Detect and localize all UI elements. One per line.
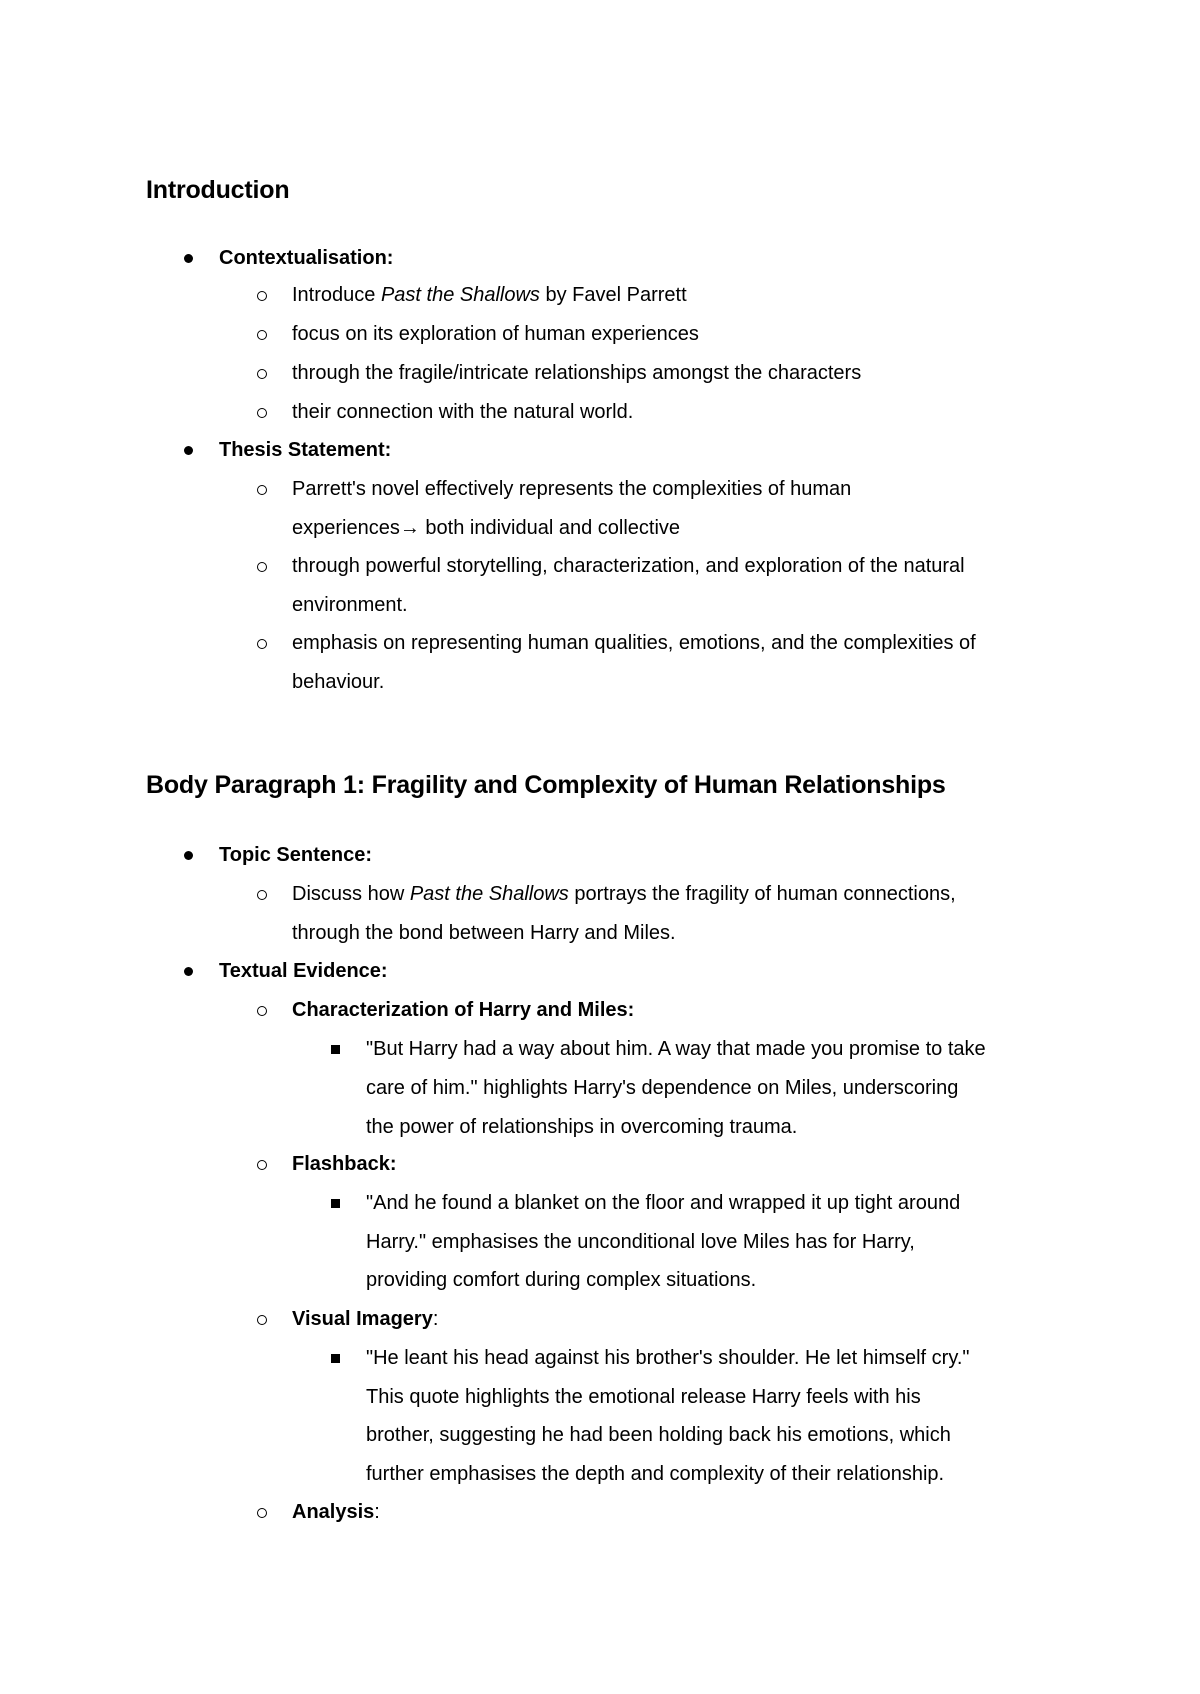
bullet-filled-icon <box>184 254 193 263</box>
bullet-square-icon <box>331 1354 340 1363</box>
bullet-filled-icon <box>184 446 193 455</box>
analysis-label: Analysis: <box>292 1501 380 1523</box>
evidence-line: This quote highlights the emotional release Harry feels with his <box>366 1386 921 1408</box>
bullet-hollow-icon <box>257 639 267 649</box>
bullet-hollow-icon <box>257 1006 267 1016</box>
topic-sentence-line: Discuss how Past the Shallows portrays the fragility of human connections, <box>292 883 956 905</box>
bullet-square-icon <box>331 1199 340 1208</box>
thesis-item-line: experiences→ both individual and collective <box>292 517 681 539</box>
evidence-line: Harry." emphasises the unconditional love Miles has for Harry, <box>366 1231 915 1253</box>
thesis-label: Thesis Statement: <box>219 439 392 461</box>
thesis-item-line: Parrett's novel effectively represents the complexities of human <box>292 478 852 500</box>
bullet-hollow-icon <box>257 408 267 418</box>
bullet-hollow-icon <box>257 485 267 495</box>
textual-evidence-label: Textual Evidence: <box>219 960 388 982</box>
characterization-label: Characterization of Harry and Miles: <box>292 999 635 1021</box>
contextualisation-label: Contextualisation: <box>219 247 394 269</box>
body-paragraph-1-heading: Body Paragraph 1: Fragility and Complexity of Human Relationships <box>146 771 946 799</box>
book-title: Past the Shallows <box>409 883 569 905</box>
bullet-filled-icon <box>184 851 193 860</box>
topic-sentence-line: through the bond between Harry and Miles. <box>292 922 676 944</box>
bullet-hollow-icon <box>257 1160 267 1170</box>
evidence-line: care of him." highlights Harry's dependence on Miles, underscoring <box>366 1077 959 1099</box>
topic-sentence-label: Topic Sentence: <box>219 844 372 866</box>
bullet-hollow-icon <box>257 330 267 340</box>
thesis-item-line: environment. <box>292 594 408 616</box>
evidence-line: "And he found a blanket on the floor and wrapped it up tight around <box>366 1192 961 1214</box>
bullet-hollow-icon <box>257 291 267 301</box>
evidence-line: the power of relationships in overcoming trauma. <box>366 1116 798 1138</box>
evidence-line: "But Harry had a way about him. A way that made you promise to take <box>366 1038 986 1060</box>
bullet-hollow-icon <box>257 1315 267 1325</box>
bullet-filled-icon <box>184 967 193 976</box>
thesis-item-line: through powerful storytelling, characterization, and exploration of the natural <box>292 555 965 577</box>
context-item-intro: Introduce Past the Shallows by Favel Parrett <box>292 284 687 306</box>
bullet-hollow-icon <box>257 890 267 900</box>
bullet-hollow-icon <box>257 369 267 379</box>
context-item: through the fragile/intricate relationships amongst the characters <box>292 362 862 384</box>
evidence-line: providing comfort during complex situations. <box>366 1269 757 1291</box>
evidence-line: "He leant his head against his brother's shoulder. He let himself cry." <box>366 1347 970 1369</box>
context-item: focus on its exploration of human experiences <box>292 323 699 345</box>
thesis-item-line: emphasis on representing human qualities, emotions, and the complexities of <box>292 632 976 654</box>
visual-imagery-label: Visual Imagery: <box>292 1308 439 1330</box>
flashback-label: Flashback: <box>292 1153 397 1175</box>
bullet-square-icon <box>331 1045 340 1054</box>
context-item: their connection with the natural world. <box>292 401 634 423</box>
bullet-hollow-icon <box>257 562 267 572</box>
introduction-heading: Introduction <box>146 176 290 204</box>
bullet-hollow-icon <box>257 1508 267 1518</box>
evidence-line: brother, suggesting he had been holding back his emotions, which <box>366 1424 951 1446</box>
thesis-item-line: behaviour. <box>292 671 385 693</box>
evidence-line: further emphasises the depth and complexity of their relationship. <box>366 1463 945 1485</box>
book-title: Past the Shallows <box>380 284 540 306</box>
